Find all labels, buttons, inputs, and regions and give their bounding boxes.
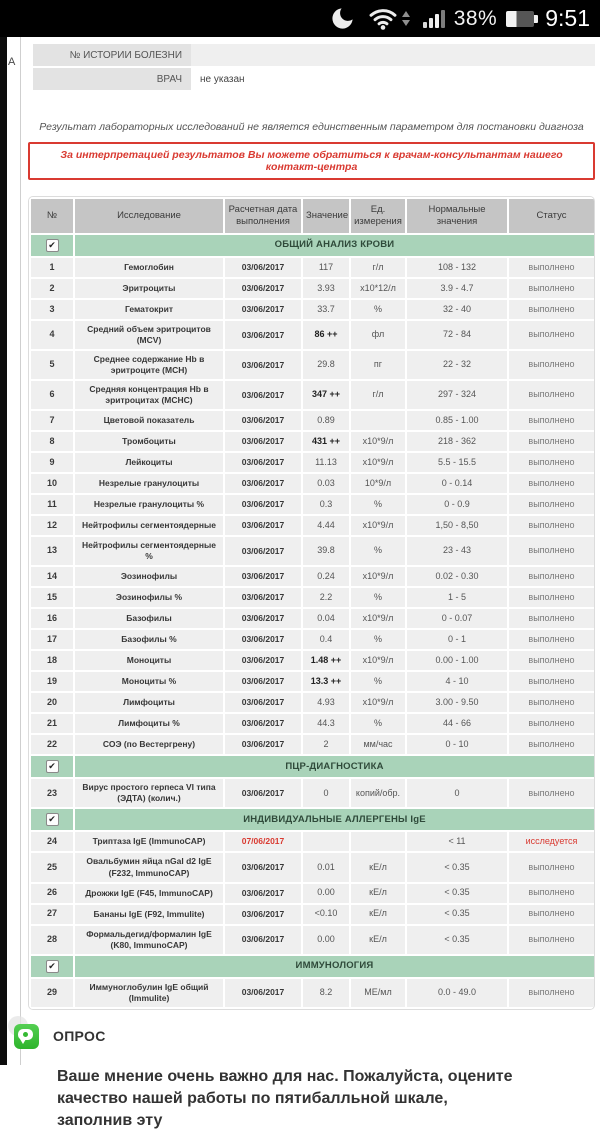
section-checkbox-cell	[31, 809, 73, 830]
test-date: 03/06/2017	[225, 651, 301, 670]
test-unit: x10*9/л	[351, 453, 405, 472]
test-name: Средний объем эритроцитов (MCV)	[75, 321, 223, 349]
result-row	[31, 735, 594, 754]
history-number-value	[191, 44, 595, 66]
test-name: Вирус простого герпеса VI типа (ЭДТА) (колич.)	[75, 779, 223, 807]
result-row	[31, 714, 594, 733]
row-num: 8	[31, 432, 73, 451]
page-divider-line	[20, 37, 21, 1065]
column-header-status: Статус	[509, 199, 594, 233]
test-unit: x10*9/л	[351, 516, 405, 535]
result-row	[31, 495, 594, 514]
test-unit: мм/час	[351, 735, 405, 754]
row-num: 27	[31, 905, 73, 924]
test-date: 03/06/2017	[225, 735, 301, 754]
test-unit: %	[351, 300, 405, 319]
test-name: Эозинофилы	[75, 567, 223, 586]
test-value: 39.8	[303, 537, 349, 565]
row-num: 16	[31, 609, 73, 628]
result-row	[31, 537, 594, 565]
normal-range: 0 - 0.9	[407, 495, 507, 514]
normal-range: 5.5 - 15.5	[407, 453, 507, 472]
test-date: 03/06/2017	[225, 258, 301, 277]
result-row	[31, 516, 594, 535]
result-row	[31, 884, 594, 903]
test-unit: г/л	[351, 381, 405, 409]
row-num: 21	[31, 714, 73, 733]
test-date: 07/06/2017	[225, 832, 301, 851]
test-date: 03/06/2017	[225, 516, 301, 535]
test-unit: x10*9/л	[351, 609, 405, 628]
test-status: выполнено	[509, 516, 594, 535]
test-name: Овальбумин яйца nGal d2 IgE (F232, ImmunoCAP)	[75, 853, 223, 881]
section-row	[31, 756, 594, 777]
left-edge-strip	[0, 37, 7, 1065]
test-value: 0.3	[303, 495, 349, 514]
test-status: выполнено	[509, 567, 594, 586]
test-date: 03/06/2017	[225, 714, 301, 733]
test-name: Триптаза IgE (ImmunoCAP)	[75, 832, 223, 851]
test-unit: г/л	[351, 258, 405, 277]
normal-range: < 0.35	[407, 884, 507, 903]
test-value: 1.48 ++	[303, 651, 349, 670]
normal-range: 0 - 10	[407, 735, 507, 754]
test-value: 8.2	[303, 979, 349, 1007]
normal-range: 218 - 362	[407, 432, 507, 451]
test-date: 03/06/2017	[225, 537, 301, 565]
row-num: 3	[31, 300, 73, 319]
test-name: Бананы IgE (F92, Immulite)	[75, 905, 223, 924]
form-row-doctor	[33, 68, 595, 90]
test-name: Эозинофилы %	[75, 588, 223, 607]
test-date: 03/06/2017	[225, 453, 301, 472]
test-date: 03/06/2017	[225, 693, 301, 712]
row-num: 13	[31, 537, 73, 565]
column-header-unit: Ед. измерения	[351, 199, 405, 233]
section-title: ПЦР-ДИАГНОСТИКА	[75, 756, 594, 777]
test-value	[303, 832, 349, 851]
test-unit: x10*9/л	[351, 432, 405, 451]
result-row	[31, 693, 594, 712]
test-status: выполнено	[509, 432, 594, 451]
result-row	[31, 651, 594, 670]
test-status: исследуется	[509, 832, 594, 851]
network-activity-arrows-icon	[402, 11, 410, 26]
test-date: 03/06/2017	[225, 474, 301, 493]
test-value: 2.2	[303, 588, 349, 607]
normal-range: 3.9 - 4.7	[407, 279, 507, 298]
results-table	[29, 197, 595, 1009]
row-num: 25	[31, 853, 73, 881]
result-row	[31, 672, 594, 691]
test-name: Средняя концентрация Hb в эритроцитах (MCHC)	[75, 381, 223, 409]
result-row	[31, 905, 594, 924]
test-name: СОЭ (по Вестергрену)	[75, 735, 223, 754]
result-row	[31, 300, 594, 319]
test-status: выполнено	[509, 630, 594, 649]
result-row	[31, 609, 594, 628]
test-name: Иммуноглобулин IgE общий (Immulite)	[75, 979, 223, 1007]
row-num: 26	[31, 884, 73, 903]
result-row	[31, 432, 594, 451]
lab-disclaimer-note: Результат лабораторных исследований не является единственным параметром для постановки диагноза	[39, 121, 584, 133]
test-name: Тромбоциты	[75, 432, 223, 451]
normal-range: 297 - 324	[407, 381, 507, 409]
test-value: 347 ++	[303, 381, 349, 409]
test-status: выполнено	[509, 321, 594, 349]
test-name: Моноциты	[75, 651, 223, 670]
row-num: 17	[31, 630, 73, 649]
test-name: Лимфоциты	[75, 693, 223, 712]
test-date: 03/06/2017	[225, 853, 301, 881]
result-row	[31, 351, 594, 379]
test-unit: копий/обр.	[351, 779, 405, 807]
test-status: выполнено	[509, 672, 594, 691]
test-name: Формальдегид/формалин IgE (K80, ImmunoCAP)	[75, 926, 223, 954]
test-unit: кЕ/л	[351, 853, 405, 881]
result-row	[31, 630, 594, 649]
test-value: 29.8	[303, 351, 349, 379]
row-num: 28	[31, 926, 73, 954]
survey-section	[14, 1024, 595, 1132]
normal-range: < 0.35	[407, 926, 507, 954]
row-num: 7	[31, 411, 73, 430]
test-value: 0.00	[303, 884, 349, 903]
normal-range: 72 - 84	[407, 321, 507, 349]
clipped-text-fragment: A	[8, 56, 16, 68]
result-row	[31, 321, 594, 349]
signal-strength-icon	[423, 10, 445, 28]
section-title: ОБЩИЙ АНАЛИЗ КРОВИ	[75, 235, 594, 256]
result-row	[31, 567, 594, 586]
normal-range: 23 - 43	[407, 537, 507, 565]
normal-range: 0.0 - 49.0	[407, 979, 507, 1007]
section-checkbox[interactable]: ✔	[46, 760, 59, 773]
test-date: 03/06/2017	[225, 588, 301, 607]
normal-range: 0.85 - 1.00	[407, 411, 507, 430]
result-row	[31, 411, 594, 430]
test-status: выполнено	[509, 905, 594, 924]
status-bar	[0, 0, 600, 37]
test-value: 86 ++	[303, 321, 349, 349]
row-num: 2	[31, 279, 73, 298]
test-status: выполнено	[509, 884, 594, 903]
test-unit: x10*12/л	[351, 279, 405, 298]
test-value: 4.44	[303, 516, 349, 535]
test-date: 03/06/2017	[225, 926, 301, 954]
row-num: 22	[31, 735, 73, 754]
row-num: 4	[31, 321, 73, 349]
test-status: выполнено	[509, 651, 594, 670]
history-number-label: № ИСТОРИИ БОЛЕЗНИ	[33, 44, 191, 66]
row-num: 18	[31, 651, 73, 670]
test-value: 117	[303, 258, 349, 277]
test-unit: МЕ/мл	[351, 979, 405, 1007]
test-name: Нейтрофилы сегментоядерные	[75, 516, 223, 535]
test-status: выполнено	[509, 411, 594, 430]
row-num: 15	[31, 588, 73, 607]
result-row	[31, 279, 594, 298]
test-value: 11.13	[303, 453, 349, 472]
form-row-history-number	[33, 44, 595, 66]
test-unit: x10*9/л	[351, 567, 405, 586]
test-date: 03/06/2017	[225, 884, 301, 903]
test-unit: %	[351, 537, 405, 565]
test-date: 03/06/2017	[225, 609, 301, 628]
section-checkbox-cell	[31, 956, 73, 977]
test-unit: %	[351, 495, 405, 514]
section-title: ИММУНОЛОГИЯ	[75, 956, 594, 977]
test-date: 03/06/2017	[225, 495, 301, 514]
test-name: Гематокрит	[75, 300, 223, 319]
test-date: 03/06/2017	[225, 979, 301, 1007]
test-name: Незрелые гранулоциты %	[75, 495, 223, 514]
result-row	[31, 381, 594, 409]
test-name: Моноциты %	[75, 672, 223, 691]
test-name: Среднее содержание Hb в эритроците (MCH)	[75, 351, 223, 379]
normal-range: 0.00 - 1.00	[407, 651, 507, 670]
test-date: 03/06/2017	[225, 300, 301, 319]
test-value: 3.93	[303, 279, 349, 298]
test-value: 0.4	[303, 630, 349, 649]
section-row	[31, 956, 594, 977]
test-unit: %	[351, 714, 405, 733]
clock: 9:51	[545, 5, 590, 31]
test-status: выполнено	[509, 351, 594, 379]
test-unit: x10*9/л	[351, 651, 405, 670]
normal-range: 1,50 - 8,50	[407, 516, 507, 535]
row-num: 5	[31, 351, 73, 379]
result-row	[31, 979, 594, 1007]
test-unit: пг	[351, 351, 405, 379]
result-row	[31, 832, 594, 851]
test-name: Базофилы %	[75, 630, 223, 649]
test-value: 0.24	[303, 567, 349, 586]
test-date: 03/06/2017	[225, 432, 301, 451]
section-row	[31, 809, 594, 830]
test-status: выполнено	[509, 735, 594, 754]
test-value: 2	[303, 735, 349, 754]
normal-range: 0 - 0.07	[407, 609, 507, 628]
test-unit: %	[351, 588, 405, 607]
row-num: 20	[31, 693, 73, 712]
test-unit: %	[351, 672, 405, 691]
results-table-container	[28, 196, 595, 1010]
test-date: 03/06/2017	[225, 905, 301, 924]
test-value: 33.7	[303, 300, 349, 319]
test-name: Незрелые гранулоциты	[75, 474, 223, 493]
test-unit: фл	[351, 321, 405, 349]
normal-range: 0	[407, 779, 507, 807]
test-date: 03/06/2017	[225, 321, 301, 349]
normal-range: < 11	[407, 832, 507, 851]
section-checkbox[interactable]: ✔	[46, 960, 59, 973]
section-checkbox-cell	[31, 756, 73, 777]
results-table-body	[31, 235, 594, 1007]
result-row	[31, 853, 594, 881]
test-value: 44.3	[303, 714, 349, 733]
test-unit	[351, 411, 405, 430]
test-status: выполнено	[509, 474, 594, 493]
test-status: выполнено	[509, 258, 594, 277]
section-row	[31, 235, 594, 256]
survey-chat-icon	[14, 1024, 39, 1049]
column-header-num: №	[31, 199, 73, 233]
test-name: Эритроциты	[75, 279, 223, 298]
survey-title: ОПРОС	[53, 1028, 106, 1045]
test-name: Лейкоциты	[75, 453, 223, 472]
test-value: 0.04	[303, 609, 349, 628]
test-value: 0.03	[303, 474, 349, 493]
row-num: 23	[31, 779, 73, 807]
test-name: Базофилы	[75, 609, 223, 628]
test-name: Гемоглобин	[75, 258, 223, 277]
battery-icon	[506, 11, 534, 27]
test-status: выполнено	[509, 609, 594, 628]
section-checkbox[interactable]: ✔	[46, 813, 59, 826]
test-status: выполнено	[509, 693, 594, 712]
normal-range: 108 - 132	[407, 258, 507, 277]
test-unit: кЕ/л	[351, 884, 405, 903]
test-name: Лимфоциты %	[75, 714, 223, 733]
normal-range: 0 - 0.14	[407, 474, 507, 493]
test-status: выполнено	[509, 453, 594, 472]
column-header-normal: Нормальные значения	[407, 199, 507, 233]
test-date: 03/06/2017	[225, 672, 301, 691]
section-checkbox-cell	[31, 235, 73, 256]
row-num: 14	[31, 567, 73, 586]
normal-range: 3.00 - 9.50	[407, 693, 507, 712]
table-header-row	[31, 199, 594, 233]
normal-range: 32 - 40	[407, 300, 507, 319]
test-unit: кЕ/л	[351, 905, 405, 924]
normal-range: 0 - 1	[407, 630, 507, 649]
test-status: выполнено	[509, 588, 594, 607]
row-num: 11	[31, 495, 73, 514]
test-status: выполнено	[509, 279, 594, 298]
result-row	[31, 453, 594, 472]
test-status: выполнено	[509, 495, 594, 514]
test-date: 03/06/2017	[225, 381, 301, 409]
test-date: 03/06/2017	[225, 630, 301, 649]
test-date: 03/06/2017	[225, 779, 301, 807]
do-not-disturb-moon-icon	[329, 5, 356, 32]
test-date: 03/06/2017	[225, 567, 301, 586]
test-status: выполнено	[509, 853, 594, 881]
test-unit: %	[351, 630, 405, 649]
test-status: выполнено	[509, 979, 594, 1007]
test-unit	[351, 832, 405, 851]
test-unit: x10*9/л	[351, 693, 405, 712]
test-status: выполнено	[509, 381, 594, 409]
test-date: 03/06/2017	[225, 411, 301, 430]
row-num: 1	[31, 258, 73, 277]
normal-range: < 0.35	[407, 905, 507, 924]
result-row	[31, 779, 594, 807]
result-row	[31, 926, 594, 954]
test-date: 03/06/2017	[225, 351, 301, 379]
test-value: 431 ++	[303, 432, 349, 451]
test-status: выполнено	[509, 537, 594, 565]
test-status: выполнено	[509, 779, 594, 807]
test-value: 13.3 ++	[303, 672, 349, 691]
patient-form	[33, 44, 595, 90]
test-value: <0.10	[303, 905, 349, 924]
row-num: 19	[31, 672, 73, 691]
report-page	[28, 37, 595, 1132]
column-header-value: Значение	[303, 199, 349, 233]
test-name: Цветовой показатель	[75, 411, 223, 430]
section-title: ИНДИВИДУАЛЬНЫЕ АЛЛЕРГЕНЫ IgE	[75, 809, 594, 830]
survey-message: Ваше мнение очень важно для нас. Пожалуйста, оцените качество нашей работы по пятибалльной шкале, заполнив эту	[57, 1067, 513, 1129]
row-num: 24	[31, 832, 73, 851]
test-value: 4.93	[303, 693, 349, 712]
doctor-value: не указан	[200, 73, 245, 85]
result-row	[31, 258, 594, 277]
row-num: 12	[31, 516, 73, 535]
test-status: выполнено	[509, 714, 594, 733]
column-header-date: Расчетная дата выполнения	[225, 199, 301, 233]
consult-warning-box: За интерпретацией результатов Вы можете обратиться к врачам-консультантам нашего контакт-центра	[28, 142, 595, 180]
doctor-label: ВРАЧ	[33, 68, 191, 90]
normal-range: 4 - 10	[407, 672, 507, 691]
battery-percent: 38%	[453, 6, 498, 30]
test-status: выполнено	[509, 300, 594, 319]
test-name: Дрожжи IgE (F45, ImmunoCAP)	[75, 884, 223, 903]
column-header-test: Исследование	[75, 199, 223, 233]
test-date: 03/06/2017	[225, 279, 301, 298]
wifi-icon	[369, 7, 397, 30]
row-num: 29	[31, 979, 73, 1007]
test-value: 0.00	[303, 926, 349, 954]
section-checkbox[interactable]: ✔	[46, 239, 59, 252]
test-unit: 10*9/л	[351, 474, 405, 493]
row-num: 10	[31, 474, 73, 493]
normal-range: 0.02 - 0.30	[407, 567, 507, 586]
normal-range: 22 - 32	[407, 351, 507, 379]
test-unit: кЕ/л	[351, 926, 405, 954]
result-row	[31, 588, 594, 607]
test-value: 0.89	[303, 411, 349, 430]
normal-range: 1 - 5	[407, 588, 507, 607]
row-num: 6	[31, 381, 73, 409]
test-status: выполнено	[509, 926, 594, 954]
normal-range: 44 - 66	[407, 714, 507, 733]
row-num: 9	[31, 453, 73, 472]
normal-range: < 0.35	[407, 853, 507, 881]
test-value: 0.01	[303, 853, 349, 881]
test-value: 0	[303, 779, 349, 807]
result-row	[31, 474, 594, 493]
test-name: Нейтрофилы сегментоядерные %	[75, 537, 223, 565]
